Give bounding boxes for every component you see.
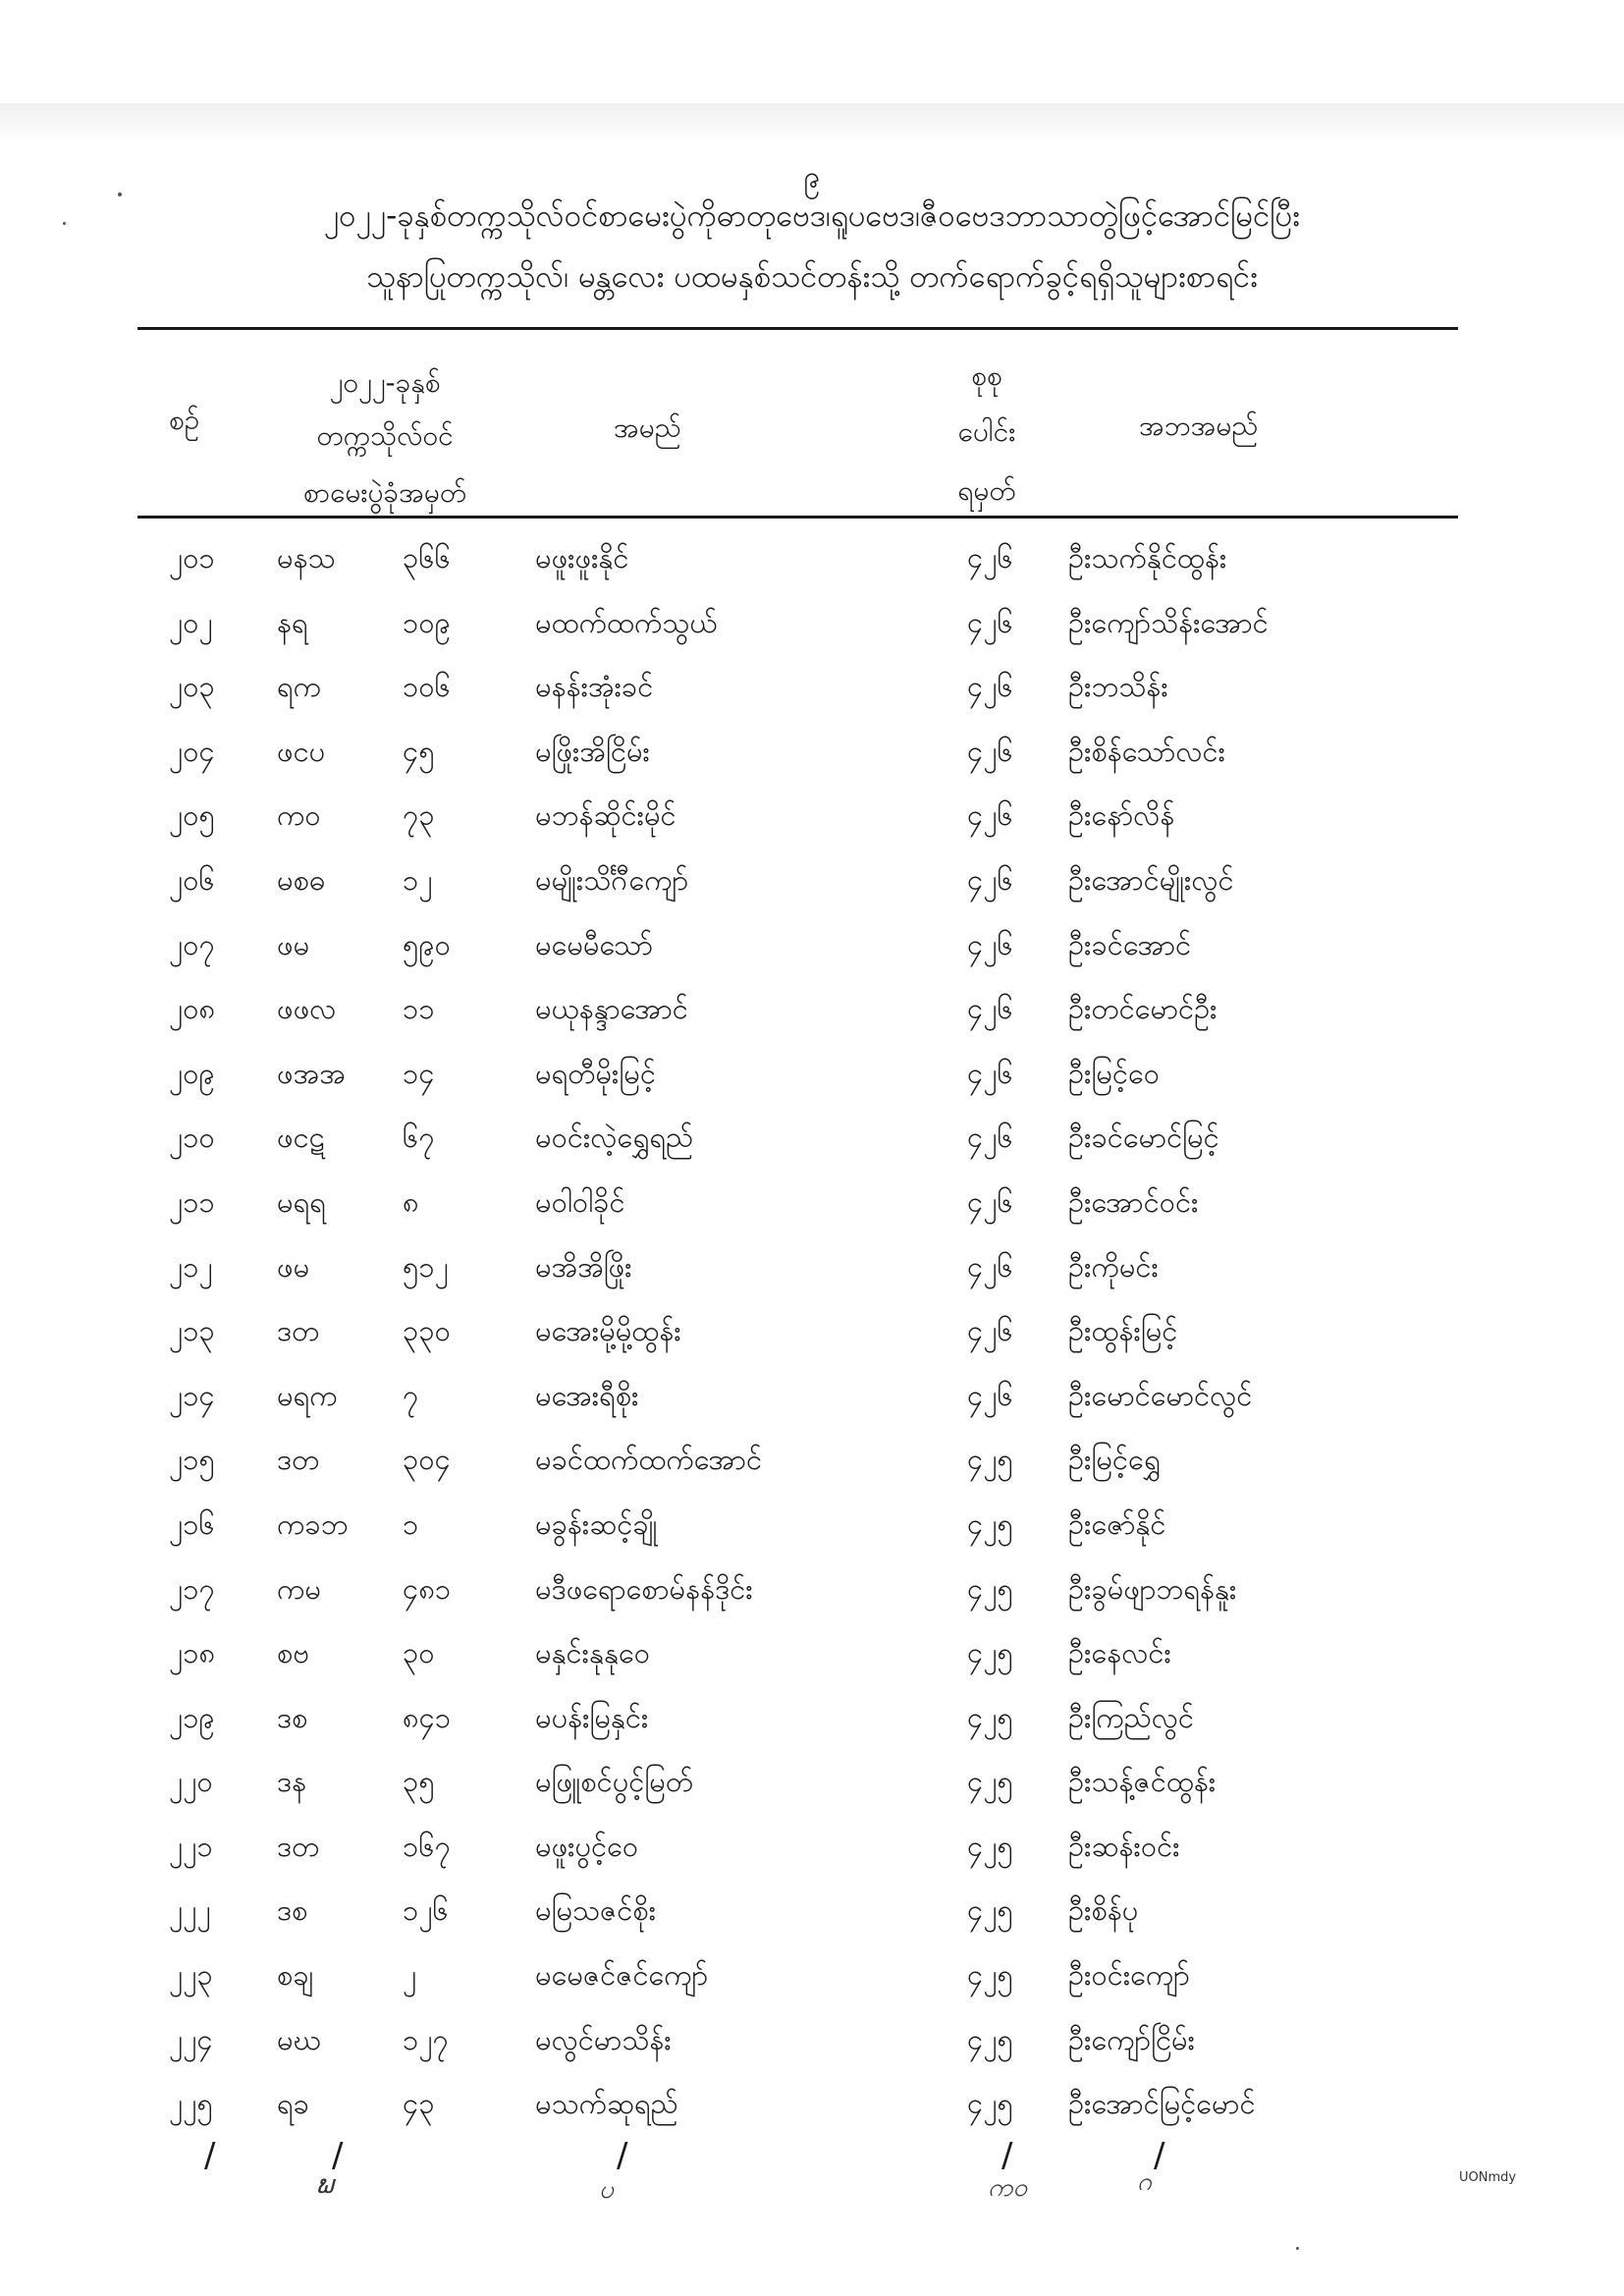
row-name: မဝါဝါခိုင် <box>535 1184 625 1219</box>
row-name: မနှင်းနုနုဝေ <box>535 1636 650 1670</box>
row-serial: ၂၀၈ <box>169 992 216 1026</box>
row-total-score: ၄၂၅ <box>967 1700 1013 1734</box>
row-exam-code: စဗ <box>277 1636 309 1670</box>
row-total-score: ၄၂၆ <box>967 1184 1013 1219</box>
row-exam-code: ဒန <box>277 1765 307 1799</box>
row-exam-code: ကမ <box>277 1571 321 1606</box>
row-father-name: ဦးထွန်းမြင့် <box>1068 1314 1178 1348</box>
row-father-name: ဦးဘသိန်း <box>1068 670 1168 704</box>
header-father: အဘအမည် <box>1139 410 1259 442</box>
row-serial: ၂၁၉ <box>169 1700 215 1734</box>
row-exam-number: ၁၂ <box>403 862 433 897</box>
row-name: မဖူးပွင့်ဝေ <box>535 1829 639 1863</box>
row-serial: ၂၂၁ <box>169 1829 213 1863</box>
row-serial: ၂၂၂ <box>169 1893 211 1928</box>
row-exam-number: ၃၆၆ <box>403 541 451 574</box>
row-total-score: ၄၂၆ <box>967 734 1013 768</box>
row-exam-code: စချ <box>277 1958 314 1993</box>
row-total-score: ၄၂၅ <box>967 1571 1013 1606</box>
row-father-name: ဦးအောင်ဝင်း <box>1068 1184 1199 1219</box>
row-father-name: ဦးမြင့်ရွှေ <box>1068 1443 1161 1477</box>
row-father-name: ဦးအောင်မြင့်မောင် <box>1068 2087 1256 2121</box>
row-total-score: ၄၂၆ <box>967 1378 1013 1412</box>
tick-mark-5: / <box>1154 2136 1165 2175</box>
row-name: မအိအိဖြိုး <box>535 1249 632 1284</box>
header-exam-line1: ၂၀၂၂-ခုနှစ် <box>329 366 441 399</box>
header-name: အမည် <box>614 411 681 444</box>
row-exam-number: ၆၇ <box>403 1121 435 1155</box>
row-father-name: ဦးဝင်းကျော် <box>1068 1958 1190 1993</box>
row-serial: ၂၀၄ <box>169 734 215 768</box>
document-title-line2: သူနာပြုတက္ကသိုလ်၊ မန္တလေး ပထမနှစ်သင်တန်းသို့ တက်ရောက်ခွင့်ရရှိသူများစာရင်း <box>366 259 1258 295</box>
table-row <box>0 1890 1624 1955</box>
row-exam-code: ဖငဋ <box>277 1121 325 1155</box>
row-serial: ၂၀၁ <box>169 541 215 574</box>
row-exam-number: ၄၈၁ <box>403 1571 452 1606</box>
row-exam-code: ဖငပ <box>277 734 326 768</box>
row-total-score: ၄၂၆ <box>967 1314 1013 1348</box>
row-name: မဝင်းလဲ့ရွှေရည် <box>535 1121 694 1155</box>
table-row <box>0 1376 1624 1441</box>
table-top-rule <box>137 327 1458 330</box>
table-row <box>0 1440 1624 1504</box>
row-total-score: ၄၂၆ <box>967 927 1013 961</box>
row-name: မရတီမိုးမြင့် <box>535 1056 656 1090</box>
row-total-score: ၄၂၅ <box>967 2022 1013 2056</box>
row-name: မအေးရီစိုး <box>535 1378 639 1412</box>
table-body <box>0 538 1624 2149</box>
row-father-name: ဦးကိုမင်း <box>1068 1249 1159 1284</box>
row-total-score: ၄၂၆ <box>967 1249 1013 1284</box>
header-exam-line3: စာမေးပွဲခုံအမှတ် <box>302 476 467 509</box>
row-name: မဘန်ဆိုင်းမိုင် <box>535 798 677 833</box>
row-name: မဖူးဖူးနိုင် <box>535 541 629 574</box>
table-row <box>0 603 1624 668</box>
row-father-name: ဦးနော်လိန် <box>1068 798 1175 833</box>
row-exam-code: မနသ <box>277 541 336 574</box>
row-exam-code: ဒတ <box>277 1443 320 1477</box>
initials-col6: ဂ <box>1137 2167 1152 2197</box>
header-total-line3: ရမှတ် <box>957 474 1016 507</box>
table-row <box>0 1633 1624 1698</box>
tick-mark-4: / <box>1001 2136 1013 2175</box>
table-row <box>0 667 1624 732</box>
row-serial: ၂၂၀ <box>169 1765 213 1799</box>
row-serial: ၂၁၃ <box>169 1314 215 1348</box>
row-exam-number: ၁၆၇ <box>403 1829 451 1863</box>
row-total-score: ၄၂၆ <box>967 798 1013 833</box>
table-row <box>0 795 1624 860</box>
row-name: မယုနန္ဒာအောင် <box>535 992 688 1026</box>
table-row <box>0 1698 1624 1763</box>
row-total-score: ၄၂၆ <box>967 992 1013 1026</box>
row-exam-number: ၃၃၀ <box>403 1314 451 1348</box>
row-total-score: ၄၂၆ <box>967 541 1013 574</box>
row-serial: ၂၁၄ <box>169 1378 215 1412</box>
row-father-name: ဦးမြင့်ဝေ <box>1068 1056 1161 1090</box>
row-serial: ၂၁၇ <box>169 1571 215 1606</box>
row-exam-code: ရခ <box>277 2087 309 2121</box>
row-total-score: ၄၂၅ <box>967 1765 1013 1799</box>
row-exam-number: ၁ <box>403 1506 419 1541</box>
row-exam-number: ၂ <box>403 1958 417 1993</box>
row-name: မလွင်မာသိန်း <box>535 2022 672 2056</box>
row-name: မသက်ဆုရည် <box>535 2087 678 2121</box>
row-father-name: ဦးဆန်းဝင်း <box>1068 1829 1180 1863</box>
table-row <box>0 732 1624 796</box>
row-father-name: ဦးခင်မောင်မြင့် <box>1068 1121 1219 1155</box>
row-serial: ၂၁၂ <box>169 1249 213 1284</box>
row-total-score: ၄၂၆ <box>967 605 1013 639</box>
row-exam-code: ကဝ <box>277 798 321 833</box>
header-serial: စဉ် <box>169 404 200 436</box>
row-exam-code: ဒစ <box>277 1893 308 1928</box>
row-exam-code: ဖဖလ <box>277 992 337 1026</box>
row-serial: ၂၁၈ <box>169 1636 216 1670</box>
document-code: UONmdy <box>1459 2170 1517 2185</box>
row-exam-code: မစဓ <box>277 862 326 897</box>
table-row <box>0 538 1624 603</box>
row-father-name: ဦးစိန်သော်လင်း <box>1068 734 1225 768</box>
row-father-name: ဦးမောင်မောင်လွင် <box>1068 1378 1253 1412</box>
row-total-score: ၄၂၅ <box>967 1829 1013 1863</box>
row-name: မမေဇင်ဇင်ကျော် <box>535 1958 709 1993</box>
row-exam-number: ၃၀ <box>403 1636 435 1670</box>
row-exam-code: မရရ <box>277 1184 326 1219</box>
table-row <box>0 1762 1624 1827</box>
table-row <box>0 860 1624 925</box>
row-exam-number: ၇၃ <box>403 798 435 833</box>
scan-speck <box>118 192 122 196</box>
row-name: မထက်ထက်သွယ် <box>535 605 718 639</box>
row-serial: ၂၂၅ <box>169 2087 213 2121</box>
row-father-name: ဦးနေလင်း <box>1068 1636 1171 1670</box>
table-row <box>0 989 1624 1054</box>
footer-marks <box>0 2136 1624 2214</box>
row-exam-number: ၅၁၂ <box>403 1249 449 1284</box>
tick-mark-2: / <box>332 2136 344 2175</box>
header-exam-line2: တက္ကသိုလ်ဝင် <box>316 419 454 452</box>
scan-speck <box>1296 2247 1299 2250</box>
row-exam-code: ဒစ <box>277 1700 308 1734</box>
row-serial: ၂၂၃ <box>169 1958 213 1993</box>
row-serial: ၂၁၀ <box>169 1121 215 1155</box>
row-father-name: ဦးကျော်သိန်းအောင် <box>1068 605 1269 639</box>
row-exam-code: မဃ <box>277 2022 321 2056</box>
table-row <box>0 1955 1624 2020</box>
row-exam-number: ၁၂၆ <box>403 1893 449 1928</box>
row-father-name: ဦးတင်မောင်ဦး <box>1068 992 1218 1026</box>
row-exam-number: ၈ <box>403 1184 419 1219</box>
page-number: ၉ <box>803 160 821 194</box>
row-total-score: ၄၂၅ <box>967 1893 1013 1928</box>
row-serial: ၂၁၆ <box>169 1506 215 1541</box>
row-serial: ၂၀၆ <box>169 862 215 897</box>
row-father-name: ဦးခင်အောင် <box>1068 927 1192 961</box>
row-name: မမေမီသော် <box>535 927 654 961</box>
row-exam-number: ၇ <box>403 1378 419 1412</box>
table-row <box>0 1569 1624 1634</box>
row-exam-code: ရက <box>277 670 322 704</box>
document-title-line1: ၂၀၂၂-ခုနှစ်တက္ကသိုလ်ဝင်စာမေးပွဲကိုဓာတုဗေဒ၊ရူပဗေဒ၊ဇီဝဗေဒဘာသာတွဲဖြင့်အောင်မြင်ပြီး <box>323 198 1301 234</box>
row-exam-number: ၄၅ <box>403 734 435 768</box>
row-exam-code: နရ <box>277 605 308 639</box>
row-name: မဖြိုးအိငြိမ်း <box>535 734 650 768</box>
row-exam-number: ၁၁ <box>403 992 435 1026</box>
table-row <box>0 1054 1624 1119</box>
row-exam-number: ၁၄ <box>403 1056 435 1090</box>
row-father-name: ဦးသက်နိုင်ထွန်း <box>1068 541 1227 574</box>
row-total-score: ၄၂၅ <box>967 1958 1013 1993</box>
row-total-score: ၄၂၆ <box>967 1056 1013 1090</box>
row-exam-number: ၁၂၇ <box>403 2022 449 2056</box>
header-total-line2: ပေါင်း <box>957 415 1016 448</box>
row-exam-number: ၃၀၄ <box>403 1443 451 1477</box>
row-total-score: ၄၂၆ <box>967 862 1013 897</box>
row-name: မအေးမို့မို့ထွန်း <box>535 1314 681 1348</box>
table-row <box>0 1118 1624 1182</box>
row-name: မဒီဖရောစောမ်နန်ဒိုင်း <box>535 1571 753 1606</box>
row-father-name: ဦးခွမ်ဖျာဘရန်နူး <box>1068 1571 1237 1606</box>
initials-col4: ပ <box>599 2175 614 2205</box>
table-row <box>0 1182 1624 1247</box>
row-total-score: ၄၂၆ <box>967 1121 1013 1155</box>
row-exam-code: ဒတ <box>277 1829 320 1863</box>
initials-col5: ကဝ <box>988 2173 1028 2203</box>
row-serial: ၂၂၄ <box>169 2022 213 2056</box>
row-exam-code: မရက <box>277 1378 338 1412</box>
row-total-score: ၄၂၅ <box>967 1636 1013 1670</box>
row-total-score: ၄၂၅ <box>967 2087 1013 2121</box>
row-exam-number: ၄၃ <box>403 2087 435 2121</box>
row-name: မခွန်းဆင့်ချို <box>535 1506 658 1541</box>
row-serial: ၂၁၁ <box>169 1184 215 1219</box>
row-serial: ၂၀၉ <box>169 1056 215 1090</box>
row-serial: ၂၀၃ <box>169 670 215 704</box>
row-father-name: ဦးအောင်မျိုးလွင် <box>1068 862 1234 897</box>
initials-col2: ພ <box>316 2170 334 2200</box>
tick-mark-1: / <box>204 2136 216 2175</box>
table-row <box>0 1827 1624 1891</box>
table-row <box>0 1504 1624 1569</box>
row-father-name: ဦးစိန်ပု <box>1068 1893 1139 1928</box>
row-name: မမြသဇင်စိုး <box>535 1893 657 1928</box>
row-father-name: ဦးကျော်ငြိမ်း <box>1068 2022 1195 2056</box>
row-serial: ၂၀၅ <box>169 798 215 833</box>
row-serial: ၂၀၂ <box>169 605 213 639</box>
row-serial: ၂၀၇ <box>169 927 215 961</box>
row-total-score: ၄၂၅ <box>967 1506 1013 1541</box>
row-exam-number: ၁၀၉ <box>403 605 451 639</box>
row-serial: ၂၁၅ <box>169 1443 215 1477</box>
row-name: မနန်းအုံးခင် <box>535 670 654 704</box>
row-name: မခင်ထက်ထက်အောင် <box>535 1443 763 1477</box>
row-total-score: ၄၂၅ <box>967 1443 1013 1477</box>
row-exam-code: ဖမ <box>277 927 310 961</box>
row-father-name: ဦးကြည်လွင် <box>1068 1700 1195 1734</box>
tick-mark-3: / <box>617 2136 628 2175</box>
table-row <box>0 925 1624 990</box>
table-header-rule <box>137 516 1458 519</box>
row-father-name: ဦးဇော်နိုင် <box>1068 1506 1166 1541</box>
row-exam-code: ဖအအ <box>277 1056 346 1090</box>
scan-shadow <box>0 103 1624 142</box>
row-total-score: ၄၂၆ <box>967 670 1013 704</box>
table-row <box>0 1311 1624 1376</box>
table-row <box>0 2020 1624 2085</box>
row-exam-code: ကခဘ <box>277 1506 349 1541</box>
row-exam-number: ၅၉၀ <box>403 927 451 961</box>
scan-speck <box>63 222 66 225</box>
row-exam-number: ၃၅ <box>403 1765 435 1799</box>
row-name: မမျိုးသိင်္ဂီကျော် <box>535 862 689 897</box>
row-exam-code: ဒတ <box>277 1314 320 1348</box>
row-father-name: ဦးသန့်ဇင်ထွန်း <box>1068 1765 1217 1799</box>
header-total-line1: စုစု <box>971 359 1002 392</box>
row-name: မဖြူစင်ပွင့်မြတ် <box>535 1765 694 1799</box>
row-exam-number: ၈၄၁ <box>403 1700 452 1734</box>
row-name: မပန်းမြနှင်း <box>535 1700 649 1734</box>
row-exam-code: ဖမ <box>277 1249 310 1284</box>
row-exam-number: ၁၀၆ <box>403 670 451 704</box>
table-row <box>0 1247 1624 1312</box>
